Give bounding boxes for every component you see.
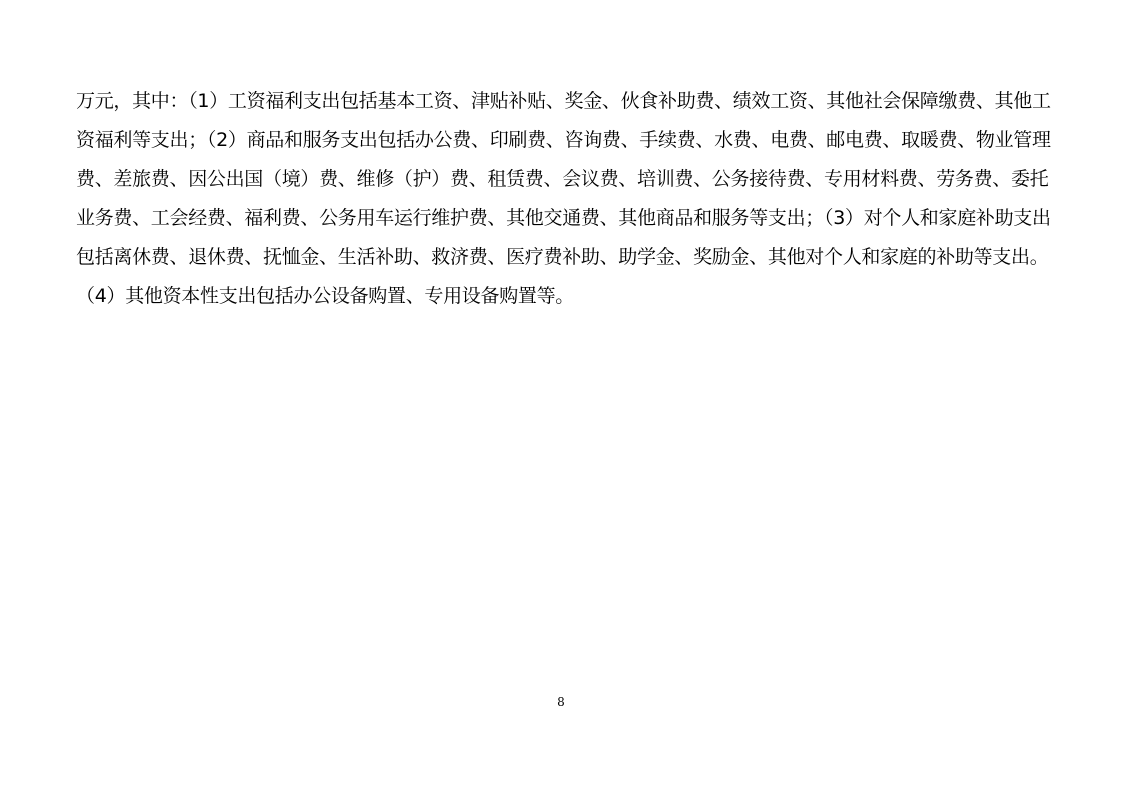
paragraph-line-5: 包括离休费、退休费、抚恤金、生活补助、救济费、医疗费补助、助学金、奖励金、其他对个人和家庭的补助等支出。	[76, 246, 1049, 268]
page-number: 8	[557, 695, 565, 709]
paragraph-line-2: 资福利等支出；（2）商品和服务支出包括办公费、印刷费、咨询费、手续费、水费、电费、邮电费、取暖费、物业管理	[76, 129, 1051, 151]
paragraph-line-1: 万元，其中：（1）工资福利支出包括基本工资、津贴补贴、奖金、伙食补助费、绩效工资、其他社会保障缴费、其他工	[76, 90, 1051, 112]
paragraph-line-6: （4）其他资本性支出包括办公设备购置、专用设备购置等。	[76, 285, 574, 307]
paragraph-line-3: 费、差旅费、因公出国（境）费、维修（护）费、租赁费、会议费、培训费、公务接待费、专用材料费、劳务费、委托	[76, 168, 1049, 190]
body-paragraph	[76, 82, 1051, 316]
paragraph-line-4: 业务费、工会经费、福利费、公务用车运行维护费、其他交通费、其他商品和服务等支出；（3）对个人和家庭补助支出	[76, 207, 1051, 229]
